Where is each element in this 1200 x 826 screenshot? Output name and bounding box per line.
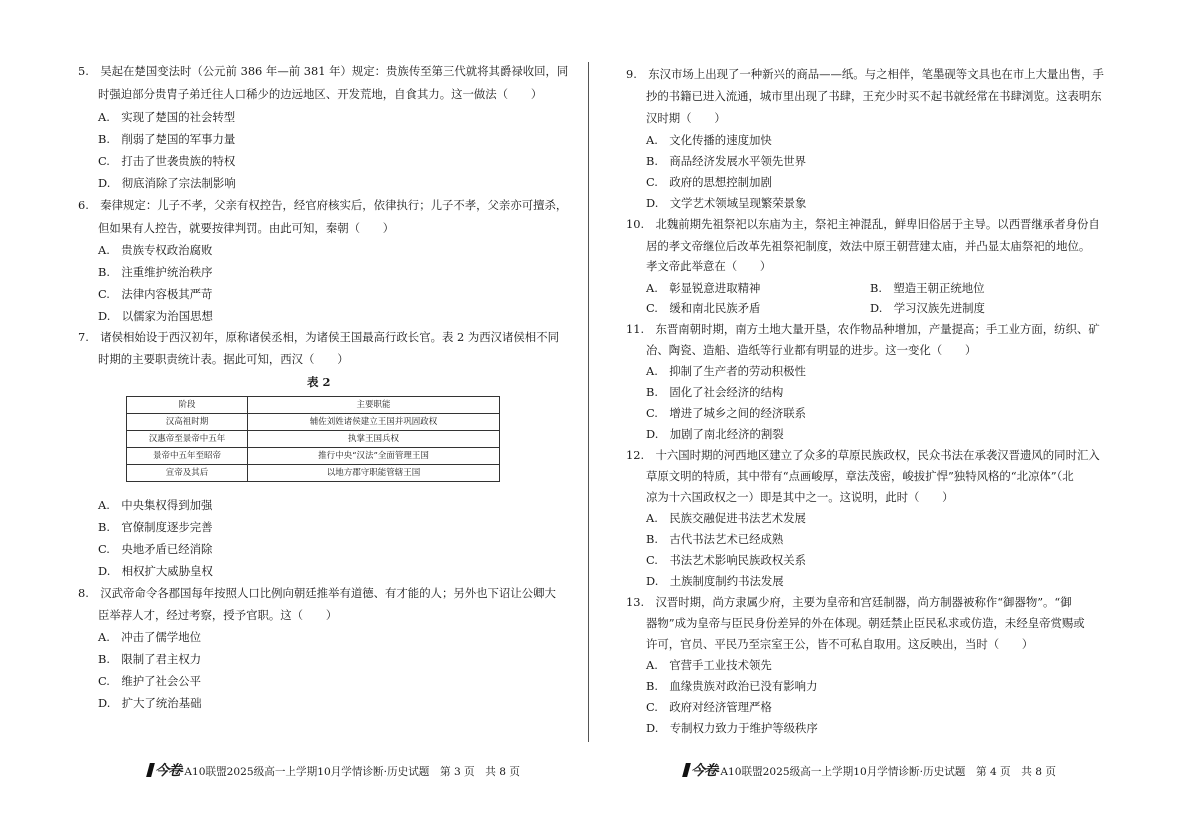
- footer-text: ·A10联盟2025级高一上学期10月学情诊断·历史试题 第 3 页 共 8 页: [181, 766, 520, 778]
- q8-option-d: D. 扩大了统治基础: [98, 696, 202, 710]
- q12-option-b: B. 古代书法艺术已经成熟: [646, 532, 784, 546]
- q6-option-d: D. 以儒家为治国思想: [98, 309, 213, 323]
- brand-logo-text: 今卷: [691, 763, 717, 779]
- brand-logo-icon: [146, 763, 155, 777]
- q7-line-2: 时期的主要职责统计表。据此可知，西汉（ ）: [98, 352, 349, 366]
- q9-option-c: C. 政府的思想控制加剧: [646, 175, 772, 189]
- q9-option-b: B. 商品经济发展水平领先世界: [646, 154, 807, 168]
- page-footer-left: [148, 760, 520, 780]
- q13-option-d: D. 专制权力致力于维护等级秩序: [646, 721, 818, 735]
- q7-option-a: A. 中央集权得到加强: [98, 498, 213, 512]
- q6-line-2: 但如果有人控告，就要按律判罚。由此可知，秦朝（ ）: [98, 221, 395, 235]
- table-cell: 以地方郡守职能管辖王国: [248, 465, 500, 482]
- q13-line-1: 13. 汉晋时期，尚方隶属少府，主要为皇帝和宫廷制器，尚方制器被称作“御器物”。“御: [626, 595, 1072, 609]
- duties-table: [126, 396, 500, 482]
- q12-line-3: 凉为十六国政权之一）即是其中之一。这说明，此时（ ）: [646, 490, 954, 504]
- table-cell: 汉高祖时期: [127, 414, 248, 431]
- table-cell: 宣帝及其后: [127, 465, 248, 482]
- table-title: 表 2: [307, 375, 331, 389]
- table-cell: 推行中央“汉法”全面管理王国: [248, 448, 500, 465]
- q7-option-c: C. 央地矛盾已经消除: [98, 542, 213, 556]
- q13-option-b: B. 血缘贵族对政治已没有影响力: [646, 679, 818, 693]
- q13-option-a: A. 官营手工业技术领先: [646, 658, 772, 672]
- q11-option-c: C. 增进了城乡之间的经济联系: [646, 406, 807, 420]
- q11-option-b: B. 固化了社会经济的结构: [646, 385, 784, 399]
- q10-line-3: 孝文帝此举意在（ ）: [646, 259, 772, 273]
- q5-line-1: 5. 吴起在楚国变法时（公元前 386 年—前 381 年）规定：贵族传至第三代就将其爵禄收回，同: [78, 64, 569, 78]
- q7-line-1: 7. 诸侯相始设于西汉初年，原称诸侯丞相，为诸侯王国最高行政长官。表 2 为西汉诸侯相不同: [78, 330, 559, 344]
- q6-option-b: B. 注重维护统治秩序: [98, 265, 213, 279]
- table-cell: 辅佐刘姓诸侯建立王国并巩固政权: [248, 414, 500, 431]
- q9-line-2: 抄的书籍已进入流通，城市里出现了书肆，王充少时买不起书就经常在书肆浏览。这表明东: [646, 89, 1102, 103]
- page-footer-right: [684, 760, 1056, 780]
- table-row: [127, 465, 500, 482]
- table-row: [127, 414, 500, 431]
- table-row: [127, 448, 500, 465]
- q10-option-b: B. 塑造王朝正统地位: [870, 281, 985, 295]
- q10-option-d: D. 学习汉族先进制度: [870, 301, 985, 315]
- q12-option-c: C. 书法艺术影响民族政权关系: [646, 553, 807, 567]
- q10-line-1: 10. 北魏前期先祖祭祀以东庙为主，祭祀主神混乱，鲜卑旧俗居于主导。以西晋继承者身份自: [626, 217, 1100, 231]
- brand-logo-icon: [682, 763, 691, 777]
- q6-line-1: 6. 秦律规定：儿子不孝，父亲有权控告，经官府核实后，依律执行；儿子不孝，父亲亦可擅杀，: [78, 198, 568, 212]
- q9-line-3: 汉时期（ ）: [646, 111, 726, 125]
- q13-line-2: 器物”成为皇帝与臣民身份差异的外在体现。朝廷禁止臣民私求或仿造，未经皇帝赏赐或: [646, 616, 1085, 630]
- q8-option-a: A. 冲击了儒学地位: [98, 630, 201, 644]
- q11-line-1: 11. 东晋南朝时期，南方土地大量开垦，农作物品种增加，产量提高；手工业方面，纺织、矿: [626, 322, 1100, 336]
- q13-line-3: 许可，官员、平民乃至宗室王公，皆不可私自取用。这反映出，当时（ ）: [646, 637, 1034, 651]
- q5-option-a: A. 实现了楚国的社会转型: [98, 110, 236, 124]
- q10-option-c: C. 缓和南北民族矛盾: [646, 301, 761, 315]
- q5-option-b: B. 削弱了楚国的军事力量: [98, 132, 236, 146]
- table-header-cell: 主要职能: [248, 397, 500, 414]
- q8-option-c: C. 维护了社会公平: [98, 674, 202, 688]
- q11-option-a: A. 抑制了生产者的劳动积极性: [646, 364, 806, 378]
- q12-option-a: A. 民族交融促进书法艺术发展: [646, 511, 806, 525]
- footer-text: ·A10联盟2025级高一上学期10月学情诊断·历史试题 第 4 页 共 8 页: [717, 766, 1056, 778]
- q5-option-d: D. 彻底消除了宗法制影响: [98, 176, 236, 190]
- q10-option-a: A. 彰显锐意进取精神: [646, 281, 761, 295]
- q10-line-2: 居的孝文帝继位后改革先祖祭祀制度，效法中原王朝营建太庙，并凸显太庙祭祀的地位。: [646, 239, 1091, 253]
- q13-option-c: C. 政府对经济管理严格: [646, 700, 772, 714]
- column-divider: [588, 62, 589, 742]
- q8-line-1: 8. 汉武帝命令各郡国每年按照人口比例向朝廷推举有道德、有才能的人；另外也下诏让公卿大: [78, 586, 556, 600]
- q7-option-b: B. 官僚制度逐步完善: [98, 520, 213, 534]
- q12-line-1: 12. 十六国时期的河西地区建立了众多的草原民族政权，民众书法在承袭汉晋遗风的同时汇入: [626, 448, 1100, 462]
- table-header-row: [127, 397, 500, 414]
- q6-option-a: A. 贵族专权政治腐败: [98, 243, 213, 257]
- q9-line-1: 9. 东汉市场上出现了一种新兴的商品——纸。与之相伴，笔墨砚等文具也在市上大量出售，手: [626, 67, 1104, 81]
- q9-option-d: D. 文学艺术领域呈现繁荣景象: [646, 196, 807, 210]
- q11-option-d: D. 加剧了南北经济的割裂: [646, 427, 784, 441]
- q8-option-b: B. 限制了君主权力: [98, 652, 202, 666]
- brand-logo-text: 今卷: [155, 763, 181, 779]
- table-cell: 景帝中五年至昭帝: [127, 448, 248, 465]
- table-cell: 汉惠帝至景帝中五年: [127, 431, 248, 448]
- table-cell: 执掌王国兵权: [248, 431, 500, 448]
- table-header-cell: 阶段: [127, 397, 248, 414]
- table-row: [127, 431, 500, 448]
- q6-option-c: C. 法律内容极其严苛: [98, 287, 213, 301]
- q11-line-2: 冶、陶瓷、造船、造纸等行业都有明显的进步。这一变化（ ）: [646, 343, 977, 357]
- q7-option-d: D. 相权扩大威胁皇权: [98, 564, 213, 578]
- q12-option-d: D. 土族制度制约书法发展: [646, 574, 784, 588]
- q5-option-c: C. 打击了世袭贵族的特权: [98, 154, 236, 168]
- q12-line-2: 草原文明的特质，其中带有“点画峻厚，章法茂密，峻拔扩悍”独特风格的“北凉体”（北: [646, 469, 1074, 483]
- q8-line-2: 臣举荐人才，经过考察，授予官职。这（ ）: [98, 608, 338, 622]
- q5-line-2: 时强迫部分贵胄子弟迁往人口稀少的边远地区、开发荒地，自食其力。这一做法（ ）: [98, 87, 543, 101]
- q9-option-a: A. 文化传播的速度加快: [646, 133, 772, 147]
